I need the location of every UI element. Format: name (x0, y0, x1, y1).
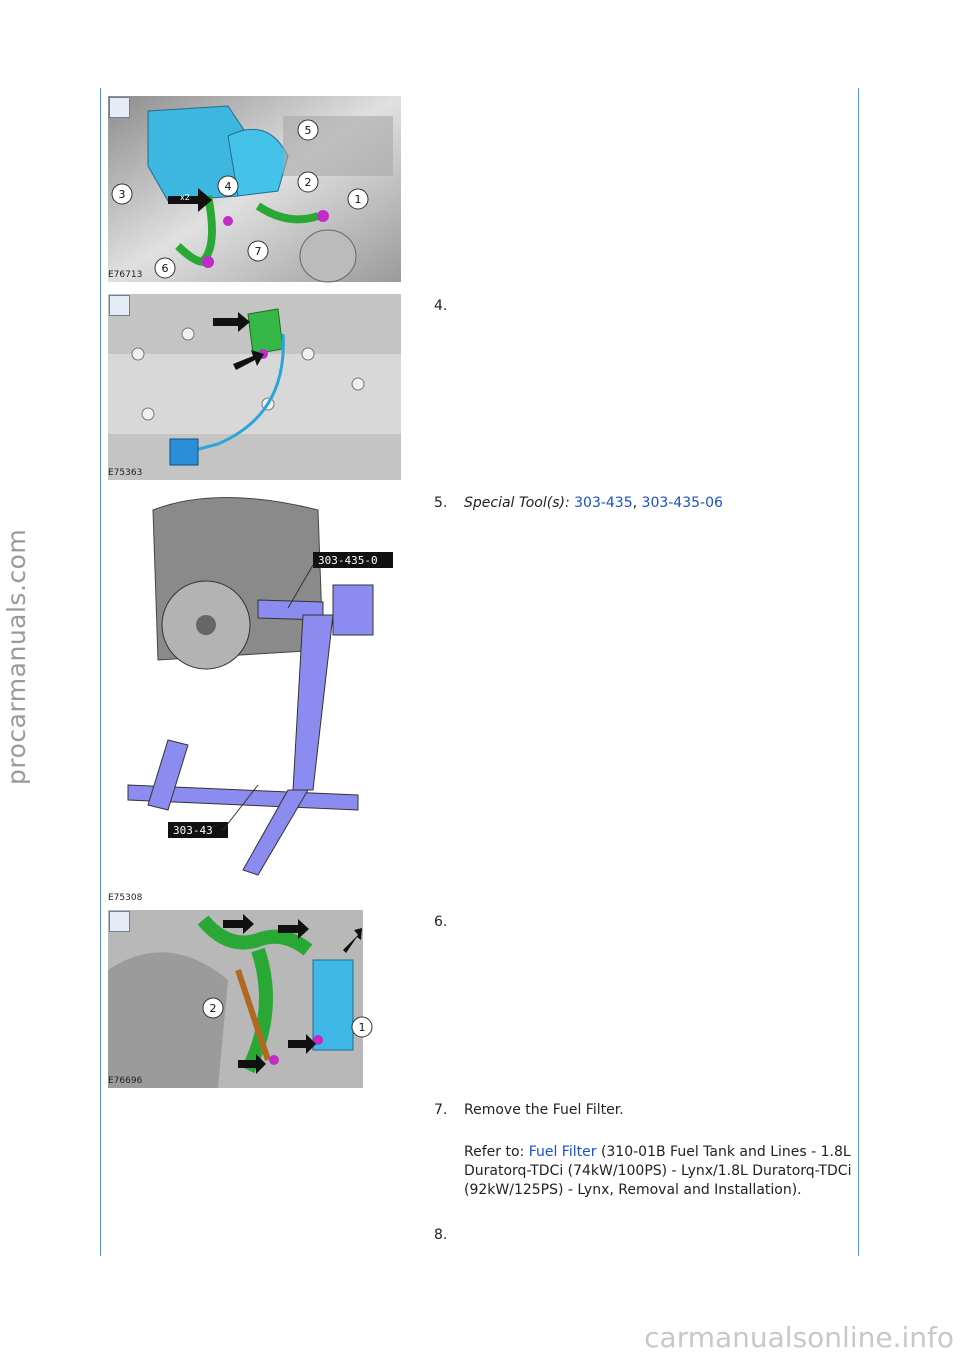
figure-e76696-illustration (108, 910, 366, 1088)
special-tools-label: Special Tool(s): (464, 495, 570, 511)
refer-to-label: Refer to: (464, 1144, 525, 1160)
figure-e75308-illustration (108, 490, 401, 902)
callout-6: 6 (161, 262, 169, 275)
step-5-text (464, 495, 844, 511)
callout-7: 7 (254, 245, 262, 258)
zoom-icon[interactable] (109, 295, 130, 316)
callout-3: 3 (118, 188, 126, 201)
callout-tag: x2 (180, 193, 190, 202)
step-number: 6. (434, 914, 448, 930)
tool-separator: , (632, 495, 638, 511)
step-number: 4. (434, 298, 448, 314)
figure-id: E75308 (108, 893, 143, 903)
callout-5: 5 (304, 124, 312, 137)
tool-link-303-435-06[interactable]: 303-435-06 (641, 495, 723, 511)
tool-link-303-435[interactable]: 303-435 (574, 495, 633, 511)
fuel-filter-link[interactable]: Fuel Filter (528, 1144, 597, 1160)
step-7-reference (464, 1143, 854, 1200)
figure-e76713-illustration (108, 96, 401, 282)
frame-left-rule (100, 88, 101, 1256)
refer-details: (310-01B Fuel Tank and Lines - 1.8L Duratorq-TDCi (74kW/100PS) - Lynx/1.8L Duratorq-TDCi (92kW/125PS) - Lynx, Removal and Installation). (464, 1144, 852, 1198)
step-number: 7. (434, 1102, 448, 1118)
figure-e75308 (108, 490, 401, 902)
callout-1: 1 (354, 193, 362, 206)
figure-id: E75363 (108, 468, 143, 478)
zoom-icon[interactable] (109, 97, 130, 118)
side-watermark: procarmanuals.com (2, 528, 31, 785)
step-number: 8. (434, 1227, 448, 1243)
callout-2: 2 (209, 1002, 217, 1015)
figure-e76696 (108, 910, 366, 1088)
figure-id: E76713 (108, 270, 143, 280)
callout-1: 1 (358, 1021, 366, 1034)
step-number: 5. (434, 495, 448, 511)
step-7-text: Remove the Fuel Filter. (464, 1102, 624, 1118)
figure-e75363 (108, 294, 401, 480)
tool-label-bottom: 303-43 (173, 824, 213, 837)
tool-label-top: 303-435-0 (318, 554, 378, 567)
zoom-icon[interactable] (109, 911, 130, 932)
figure-id: E76696 (108, 1076, 143, 1086)
bottom-watermark: carmanualsonline.info (644, 1321, 954, 1354)
callout-4: 4 (224, 180, 232, 193)
figure-e75363-illustration (108, 294, 401, 480)
callout-2: 2 (304, 176, 312, 189)
frame-right-rule (858, 88, 859, 1256)
figure-e76713 (108, 96, 401, 282)
